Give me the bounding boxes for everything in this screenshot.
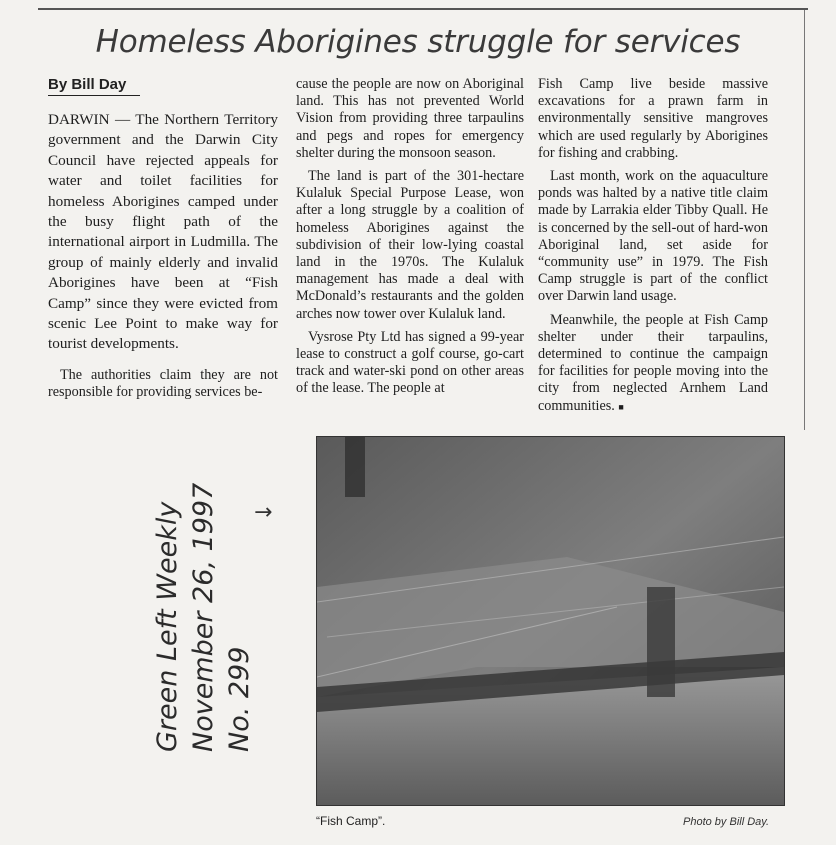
handwritten-publication: Green Left Weekly — [152, 501, 183, 752]
paragraph-text: Meanwhile, the people at Fish Camp shelter under their tarpaulins, determined to continue the campaign for facilities for people moving into the city from neglected Arnhem Land communities. — [538, 311, 768, 414]
photo-credit: Photo by Bill Day. — [683, 816, 770, 828]
handwritten-arrow-icon: → — [254, 500, 273, 525]
photo-fish-camp — [316, 436, 785, 806]
paragraph: cause the people are now on Aboriginal land. This has not prevented World Vision from providing three tarpaulins and pegs and ropes for emergency shelter during the monsoon season. — [296, 76, 524, 161]
clipping-top-edge — [38, 8, 808, 10]
paragraph: The authorities claim they are not responsible for providing services be- — [48, 366, 278, 401]
handwritten-note — [150, 483, 258, 752]
article-byline: By Bill Day — [48, 76, 140, 96]
paragraph: Vysrose Pty Ltd has signed a 99-year lease to construct a golf course, go-cart track and water-ski pond on other areas of the lease. The people at — [296, 328, 524, 397]
clipping-right-edge — [804, 10, 805, 430]
article-column-3 — [538, 76, 768, 416]
article-column-2 — [296, 76, 524, 398]
paragraph: Last month, work on the aquaculture ponds was halted by a native title claim made by Larrakia elder Tibby Quall. He is concerned by the sell-out of hard-won Aboriginal land, set aside for “community use” in 1979. The Fish Camp struggle is part of the conflict over Darwin land usage. — [538, 168, 768, 305]
article-headline: Homeless Aborigines struggle for services — [95, 24, 741, 60]
paragraph: The land is part of the 301-hectare Kulaluk Special Purpose Lease, won after a long struggle by a coalition of homeless Aborigines against the subdivision of their low-lying coastal land in the 1970s. The Kulaluk management has made a deal with McDonald’s restaurants and the golden arches now tower over Kulaluk land. — [296, 168, 524, 322]
handwritten-issue: No. 299 — [224, 646, 255, 752]
photo-caption: “Fish Camp”. — [316, 814, 386, 828]
paragraph: DARWIN — The Northern Territory government and the Darwin City Council have rejected appeals for water and toilet facilities for homeless Aborigines camped under the busy flight path of the international airport in Ludmilla. The group of mainly elderly and invalid Aborigines have been at “Fish Camp” since they were evicted from scenic Lee Point to make way for tourist developments. — [48, 111, 278, 353]
article-column-1 — [48, 110, 278, 401]
handwritten-date: November 26, 1997 — [188, 482, 219, 752]
paragraph: Fish Camp live beside massive excavations for a prawn farm in environmentally sensitive mangroves which are used regularly by Aborigines for fishing and crabbing. — [538, 76, 768, 161]
end-mark: ■ — [618, 401, 624, 412]
paragraph — [538, 312, 768, 416]
photo-image — [317, 437, 784, 805]
